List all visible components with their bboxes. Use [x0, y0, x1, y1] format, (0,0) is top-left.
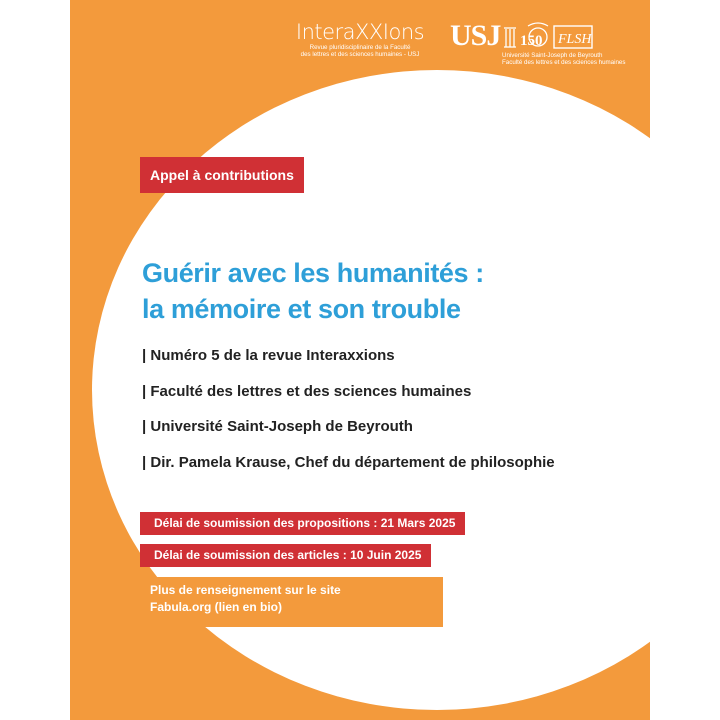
proposals-deadline-badge: Délai de soumission des propositions : 21 Mars 2025: [140, 512, 465, 535]
call-for-contributions-badge: Appel à contributions: [140, 157, 304, 193]
journal-subtitle-2: des lettres et des sciences humaines - USJ: [300, 51, 420, 59]
usj-anniversary-emblem-icon: [500, 20, 594, 52]
title-line-1: Guérir avec les humanités :: [142, 258, 484, 288]
university-subtitle-1: Université Saint-Joseph de Beyrouth: [502, 52, 603, 59]
info-director: | Dir. Pamela Krause, Chef du département de philosophie: [142, 453, 555, 471]
usj-wordmark: USJ: [450, 19, 501, 52]
articles-deadline-badge: Délai de soumission des articles : 10 Juin 2025: [140, 544, 431, 567]
more-info-line-2: Fabula.org (lien en bio): [150, 600, 282, 614]
usj-logo: [450, 20, 650, 67]
info-faculty: | Faculté des lettres et des sciences humaines: [142, 382, 472, 400]
title-line-2: la mémoire et son trouble: [142, 294, 461, 324]
more-info-box: [140, 577, 443, 627]
interaxxions-logo: [280, 20, 440, 59]
poster-title: [142, 255, 642, 327]
more-info-line-1: Plus de renseignement sur le site: [150, 583, 341, 597]
issue-info-list: [142, 346, 642, 488]
anniversary-number: 150: [520, 33, 543, 49]
journal-name: InteraXXIons: [295, 20, 425, 44]
info-issue-number: | Numéro 5 de la revue Interaxxions: [142, 347, 395, 364]
poster: [70, 0, 650, 720]
journal-subtitle-1: Revue pluridisciplinaire de la Faculté: [309, 44, 411, 51]
info-university: | Université Saint-Joseph de Beyrouth: [142, 418, 413, 435]
faculty-badge-text: FLSH: [558, 32, 592, 47]
university-subtitle-2: Faculté des lettres et des sciences humaines: [502, 59, 626, 67]
